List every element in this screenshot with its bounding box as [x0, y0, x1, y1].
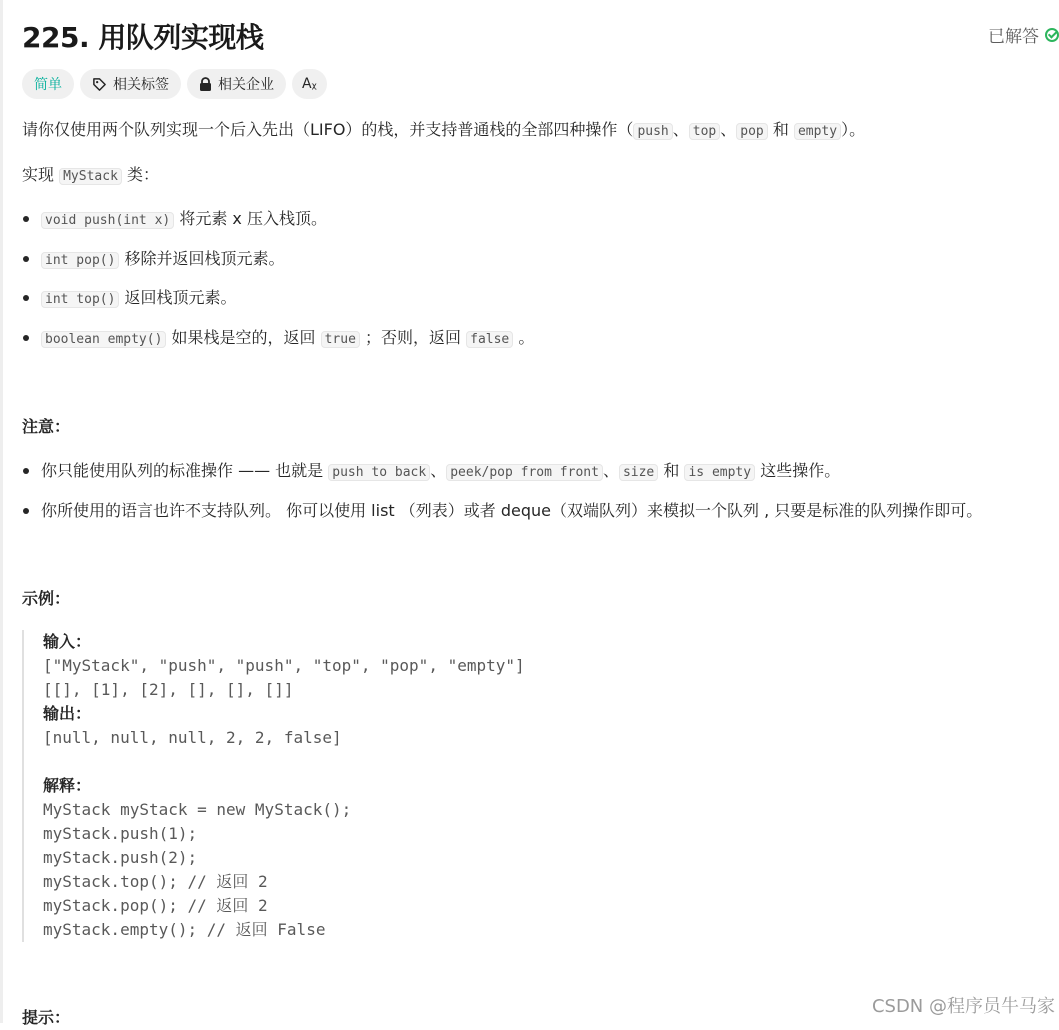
output-line: [null, null, null, 2, 2, false] [43, 728, 342, 747]
code-push: push [633, 123, 672, 140]
translate-button[interactable] [292, 69, 327, 99]
explain-label: 解释： [43, 776, 92, 795]
example-block [22, 630, 943, 942]
watermark: CSDN @程序员牛马家 [871, 996, 1055, 1017]
explain-line: myStack.push(1); [43, 824, 198, 843]
left-border [0, 0, 3, 1023]
input-line: [[], [1], [2], [], [], []] [43, 680, 294, 699]
output-label: 输出： [43, 704, 92, 723]
explain-line: myStack.empty(); // 返回 False [43, 920, 326, 939]
code-top: top [689, 123, 720, 140]
list-item: int top() 返回栈顶元素。 [22, 286, 237, 312]
explain-line: myStack.pop(); // 返回 2 [43, 896, 268, 915]
explain-line: myStack.push(2); [43, 848, 198, 867]
notes-heading: 注意： [22, 417, 71, 436]
solved-status [988, 22, 1059, 47]
list-item: 你只能使用队列的标准操作 —— 也就是 push to back 、 peek/pop from front 、 size 和 is empty 这些操作。 [22, 459, 840, 485]
translate-icon: Aᵪ [302, 76, 317, 92]
solved-label: 已解答 [988, 27, 1039, 47]
check-circle-icon [1045, 28, 1059, 42]
list-item: boolean empty() 如果栈是空的，返回 true ；否则，返回 false 。 [22, 326, 534, 352]
hints-heading: 提示： [22, 1008, 71, 1027]
description-paragraph: 请你仅使用两个队列实现一个后入先出（LIFO）的栈，并支持普通栈的全部四种操作（ push 、 top 、 pop 和 empty ）。 [22, 120, 866, 139]
related-tags-button[interactable] [80, 69, 181, 99]
code-empty: empty [794, 123, 841, 140]
code-mystack: MyStack [59, 168, 122, 185]
tag-bar [22, 69, 327, 99]
list-item: void push(int x) 将元素 x 压入栈顶。 [22, 207, 327, 233]
tag-icon [92, 77, 107, 92]
problem-header [22, 14, 1059, 54]
list-item: 你所使用的语言也许不支持队列。 你可以使用 list （列表）或者 deque（双端队列）来模拟一个队列 , 只要是标准的队列操作即可。 [22, 499, 982, 523]
related-companies-button[interactable] [187, 69, 286, 99]
input-line: ["MyStack", "push", "push", "top", "pop", "empty"] [43, 656, 525, 675]
lock-icon [199, 77, 212, 92]
related-tags-label: 相关标签 [113, 77, 169, 93]
list-item: int pop() 移除并返回栈顶元素。 [22, 247, 285, 273]
related-companies-label: 相关企业 [218, 77, 274, 93]
code-pop: pop [736, 123, 767, 140]
example-heading: 示例： [22, 589, 71, 608]
explain-line: MyStack myStack = new MyStack(); [43, 800, 352, 819]
problem-title: 225. 用队列实现栈 [22, 21, 264, 54]
implement-paragraph: 实现 MyStack 类： [22, 165, 160, 184]
explain-line: myStack.top(); // 返回 2 [43, 872, 268, 891]
difficulty-badge[interactable]: 简单 [22, 69, 74, 99]
input-label: 输入： [43, 632, 92, 651]
